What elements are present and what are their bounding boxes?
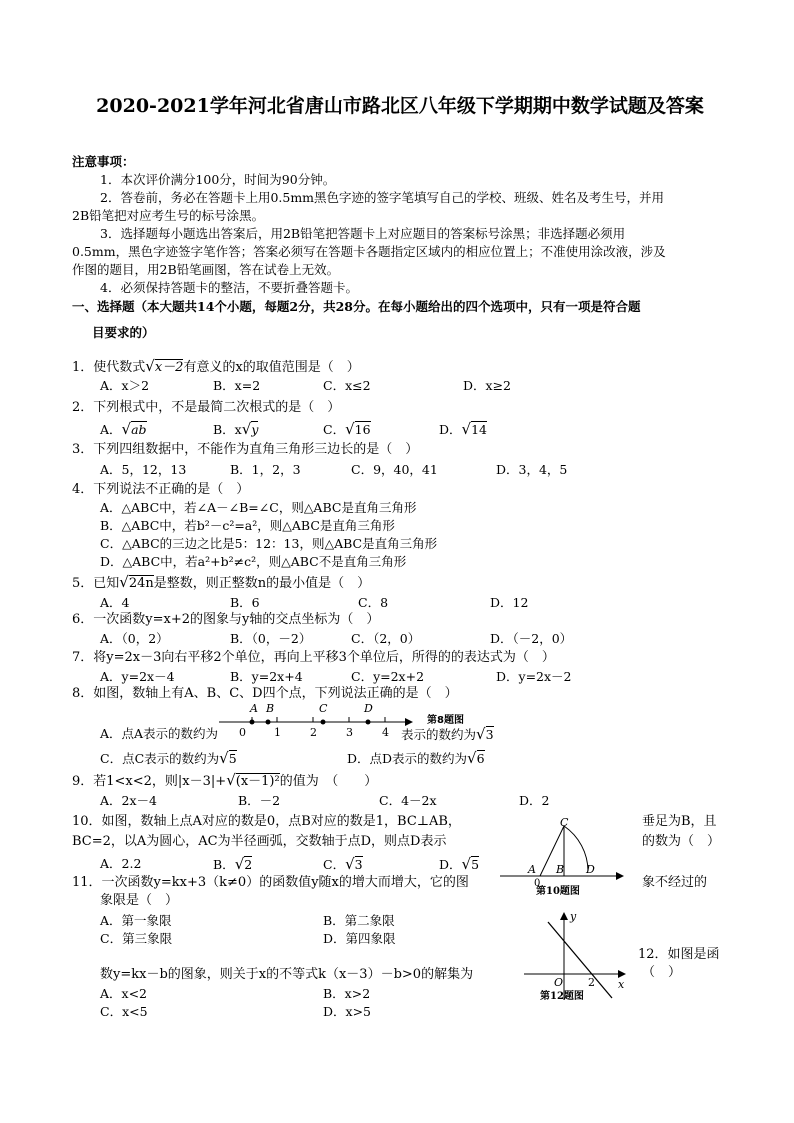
notice-line-3c: 作图的题目，用2B铅笔画图，答在试卷上无效。 bbox=[72, 262, 340, 277]
q8-tick-2: 2 bbox=[310, 726, 317, 738]
question-10-right: 垂足为B，且 bbox=[642, 814, 717, 829]
q12-label-x: x bbox=[618, 978, 625, 991]
q12-label-origin: O bbox=[554, 976, 564, 989]
q10-label-a: A bbox=[528, 863, 536, 876]
q7-option-d[interactable]: D．y=2x－2 bbox=[496, 669, 572, 684]
q1-option-c[interactable]: C．x≤2 bbox=[323, 378, 371, 393]
question-1: 1．使代数式√x－2有意义的x的取值范围是（ ） bbox=[72, 357, 360, 375]
q11-option-b[interactable]: B．第二象限 bbox=[323, 913, 395, 928]
q8-option-a[interactable]: A．点A表示的数约为 bbox=[100, 726, 219, 741]
question-12-right-2: （ ） bbox=[642, 965, 682, 980]
q12-option-b[interactable]: B．x>2 bbox=[323, 986, 371, 1001]
q12-figure bbox=[520, 908, 632, 1004]
q8-point-c: C bbox=[319, 702, 328, 715]
question-8: 8．如图，数轴上有A、B、C、D四个点，下列说法正确的是（ ） bbox=[72, 686, 458, 701]
q8-tick-3: 3 bbox=[346, 726, 353, 738]
q11-option-a[interactable]: A．第一象限 bbox=[100, 913, 172, 928]
q5-option-b[interactable]: B．6 bbox=[230, 595, 260, 610]
q8-tick-4: 4 bbox=[382, 726, 389, 738]
q10-label-c: C bbox=[560, 816, 569, 829]
notice-line-4: 4．必须保持答题卡的整洁，不要折叠答题卡。 bbox=[100, 280, 358, 295]
q7-option-c[interactable]: C．y=2x+2 bbox=[351, 669, 425, 684]
question-3: 3．下列四组数据中，不能作为直角三角形三边长的是（ ） bbox=[72, 442, 419, 457]
q10-label-b: B bbox=[556, 863, 565, 876]
q4-option-c[interactable]: C．△ABC的三边之比是5：12：13，则△ABC是直角三角形 bbox=[100, 536, 438, 551]
question-11-right: 象不经过的 bbox=[642, 875, 708, 890]
q5-option-c[interactable]: C．8 bbox=[358, 595, 389, 610]
q9-option-c[interactable]: C．4－2x bbox=[379, 793, 437, 808]
question-10-line2: BC=2，以A为圆心，AC为半径画弧，交数轴于点D，则点D表示 bbox=[72, 834, 447, 849]
q3-option-c[interactable]: C．9，40，41 bbox=[351, 462, 438, 477]
notice-line-3a: 3．选择题每小题选出答案后，用2B铅笔把答题卡上对应题目的答案标号涂黑；非选择题必须用 bbox=[100, 226, 626, 241]
q7-option-b[interactable]: B．y=2x+4 bbox=[230, 669, 303, 684]
q9-option-a[interactable]: A．2x－4 bbox=[100, 793, 157, 808]
q10-figure bbox=[498, 816, 626, 898]
q8-option-c[interactable]: C．点C表示的数约为√5 bbox=[100, 749, 237, 767]
q11-option-c[interactable]: C．第三象限 bbox=[100, 931, 173, 946]
q9-option-b[interactable]: B．－2 bbox=[238, 793, 281, 808]
q12-option-a[interactable]: A．x<2 bbox=[100, 986, 148, 1001]
q3-option-b[interactable]: B．1，2，3 bbox=[230, 462, 301, 477]
q1-option-d[interactable]: D．x≥2 bbox=[463, 378, 511, 393]
q5-option-a[interactable]: A．4 bbox=[100, 595, 130, 610]
q12-label-y: y bbox=[570, 910, 577, 923]
q10-option-c[interactable]: C．√3 bbox=[323, 855, 363, 873]
q12-label-2: 2 bbox=[588, 976, 595, 989]
q8-point-a: A bbox=[250, 702, 258, 715]
question-12: 数y=kx－b的图象，则关于x的不等式k（x－3）－b>0的解集为 bbox=[100, 967, 474, 982]
q2-option-a[interactable]: A．√ab bbox=[100, 420, 147, 438]
q8-figure-caption: 第8题图 bbox=[427, 715, 464, 726]
q10-figure-caption: 第10题图 bbox=[536, 886, 580, 897]
question-7: 7．将y=2x－3向右平移2个单位，再向上平移3个单位后，所得的的表达式为（ ） bbox=[72, 650, 555, 665]
q12-option-c[interactable]: C．x<5 bbox=[100, 1004, 148, 1019]
q8-tick-1: 1 bbox=[274, 726, 281, 738]
q10-label-zero: 0 bbox=[534, 878, 541, 889]
q10-option-b[interactable]: B．√2 bbox=[213, 855, 253, 873]
q10-label-d: D bbox=[586, 863, 595, 876]
question-4: 4．下列说法不正确的是（ ） bbox=[72, 482, 250, 497]
q1-option-a[interactable]: A．x＞2 bbox=[100, 378, 150, 393]
q6-option-d[interactable]: D．（－2，0） bbox=[490, 631, 573, 646]
page-title: 2020-2021学年河北省唐山市路北区八年级下学期期中数学试题及答案 bbox=[96, 95, 704, 117]
question-12-right: 12．如图是函 bbox=[638, 947, 720, 962]
question-10-line2-right: 的数为（ ） bbox=[642, 834, 721, 849]
q8-point-b: B bbox=[266, 702, 275, 715]
q3-option-a[interactable]: A．5，12，13 bbox=[100, 462, 187, 477]
section-heading-cont: 目要求的） bbox=[92, 325, 155, 340]
question-9: 9．若1<x<2，则|x－3|+√(x－1)²的值为 （ ） bbox=[72, 771, 378, 789]
question-10: 10．如图，数轴上点A对应的数是0，点B对应的数是1，BC⊥AB， bbox=[72, 814, 461, 829]
q2-option-b[interactable]: B．x√y bbox=[213, 420, 259, 438]
notice-heading: 注意事项： bbox=[72, 154, 135, 169]
q11-option-d[interactable]: D．第四象限 bbox=[323, 931, 396, 946]
question-2: 2．下列根式中，不是最简二次根式的是（ ） bbox=[72, 400, 341, 415]
q6-option-a[interactable]: A．（0，2） bbox=[100, 631, 169, 646]
q6-option-b[interactable]: B．（0，－2） bbox=[230, 631, 312, 646]
q10-option-a[interactable]: A．2.2 bbox=[100, 856, 142, 871]
q9-option-d[interactable]: D．2 bbox=[519, 793, 550, 808]
radical: √ bbox=[145, 357, 155, 375]
question-5: 5．已知√24n是整数，则正整数n的最小值是（ ） bbox=[72, 573, 371, 591]
q1-option-b[interactable]: B．x=2 bbox=[213, 378, 261, 393]
q4-option-a[interactable]: A．△ABC中，若∠A－∠B=∠C，则△ABC是直角三角形 bbox=[100, 500, 417, 515]
q8-number-line-figure bbox=[215, 700, 415, 738]
q8-option-d[interactable]: D．点D表示的数约为√6 bbox=[347, 749, 485, 767]
q8-option-b[interactable]: 表示的数约为√3 bbox=[401, 725, 494, 743]
question-11: 11．一次函数y=kx+3（k≠0）的函数值y随x的增大而增大，它的图 bbox=[72, 875, 469, 890]
question-6: 6．一次函数y=x+2的图象与y轴的交点坐标为（ ） bbox=[72, 612, 380, 627]
q4-option-b[interactable]: B．△ABC中，若b²－c²=a²，则△ABC是直角三角形 bbox=[100, 518, 395, 533]
q5-option-d[interactable]: D．12 bbox=[490, 595, 529, 610]
q7-option-a[interactable]: A．y=2x－4 bbox=[100, 669, 175, 684]
notice-line-1: 1．本次评价满分100分，时间为90分钟。 bbox=[100, 172, 336, 187]
q6-option-c[interactable]: C．（2，0） bbox=[351, 631, 421, 646]
q12-figure-caption: 第12题图 bbox=[540, 991, 584, 1002]
q10-option-d[interactable]: D．√5 bbox=[439, 855, 480, 873]
q2-option-d[interactable]: D．√14 bbox=[439, 420, 487, 438]
notice-line-2a: 2．答卷前，务必在答题卡上用0.5mm黑色字迹的签字笔填写自己的学校、班级、姓名及考生号，并用 bbox=[100, 190, 665, 205]
notice-line-2b: 2B铅笔把对应考生号的标号涂黑。 bbox=[72, 208, 265, 223]
q8-tick-0: 0 bbox=[239, 726, 246, 738]
question-11-line2: 象限是（ ） bbox=[100, 893, 179, 908]
q4-option-d[interactable]: D．△ABC中，若a²+b²≠c²，则△ABC不是直角三角形 bbox=[100, 554, 407, 569]
q2-option-c[interactable]: C．√16 bbox=[323, 420, 371, 438]
q3-option-d[interactable]: D．3，4，5 bbox=[496, 462, 568, 477]
q8-point-d: D bbox=[364, 702, 373, 715]
q12-option-d[interactable]: D．x>5 bbox=[323, 1004, 371, 1019]
notice-line-3b: 0.5mm，黑色字迹签字笔作答；答案必须写在答题卡各题指定区域内的相应位置上；不准使用涂改液，涉及 bbox=[72, 244, 666, 259]
section-heading: 一、选择题（本大题共14个小题，每题2分，共28分。在每小题给出的四个选项中，只有一项是符合题 bbox=[72, 299, 641, 314]
